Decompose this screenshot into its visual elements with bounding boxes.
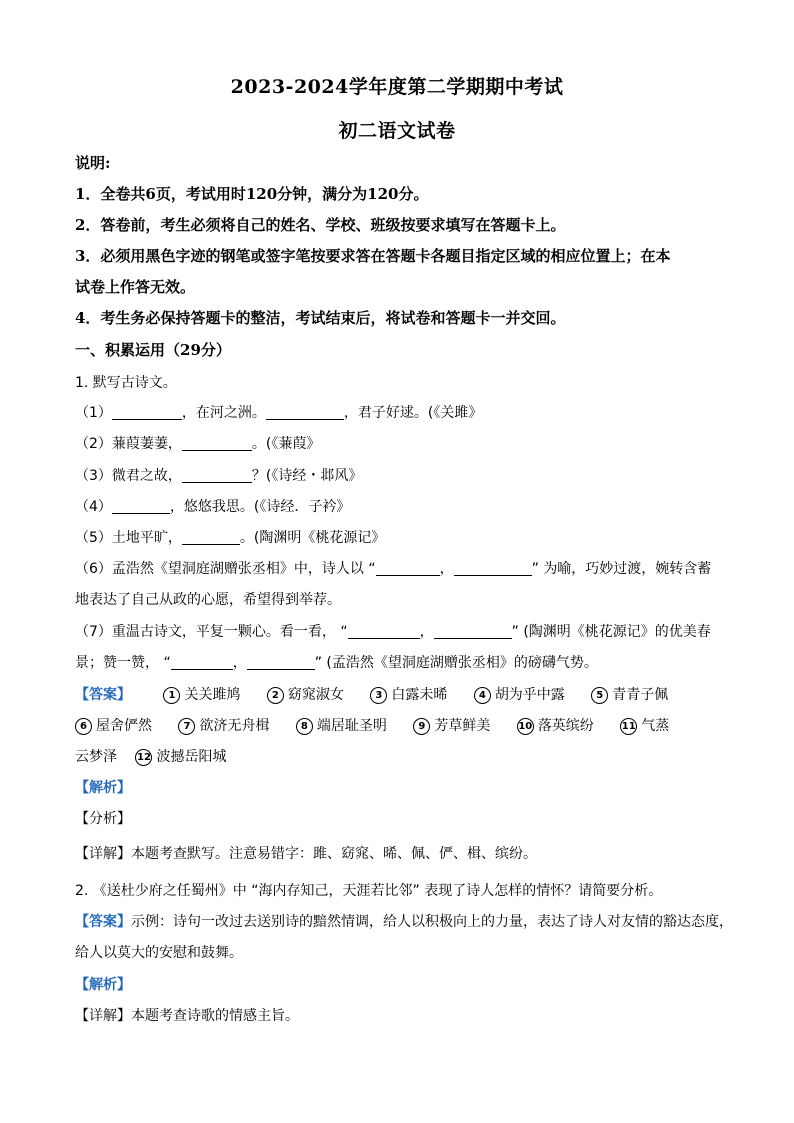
detail-text: 本题考查默写。注意易错字：雎、窈窕、晞、佩、俨、楫、缤纷。 [131,846,537,862]
answer-blank[interactable] [266,405,344,420]
answer-item: 5 青青子佩 [591,684,668,704]
exam-subtitle: 初二语文试卷 [338,120,456,142]
notes-label: 说明: [75,154,111,172]
answer-blank[interactable] [247,655,315,670]
question-1-part-5: （5）土地平旷， 。(陶渊明《桃花源记》 [75,530,386,546]
answer-wrap-text: 云梦泽 [75,749,117,765]
detail-text: 本题考查诗歌的情感主旨。 [131,1008,299,1024]
question-1-part-6-cont: 地表达了自己从政的心愿，希望得到举荐。 [75,592,341,608]
answer-blank[interactable] [171,655,233,670]
question-1-part-3: （3）微君之故， ？(《诗经・邶风》 [75,468,363,484]
note-item: 2．答卷前，考生必须将自己的姓名、学校、班级按要求填写在答题卡上。 [75,216,566,234]
answer-row-3 [75,746,735,766]
answer-blank[interactable] [376,561,440,576]
answer-item: 8 端居耻圣明 [296,715,387,735]
answer-blank[interactable] [112,499,170,514]
answer-item: 9 芳草鲜美 [413,715,490,735]
answer-item: 2 窈窕淑女 [267,684,344,704]
detail-tag: 【详解】 [75,846,131,862]
answer-tag: 【答案】 [75,687,131,703]
answer-item: 4 胡为乎中露 [474,684,565,704]
answer-blank[interactable] [182,468,252,483]
answer-blank[interactable] [434,624,512,639]
q2-answer-line-2: 给人以莫大的安慰和鼓舞。 [75,945,243,961]
note-item: 1．全卷共6页，考试用时120分钟，满分为120分。 [75,185,429,203]
analysis-tag: 【解析】 [75,780,131,796]
answer-item: 7 欲济无舟楫 [178,715,269,735]
answer-row-1 [75,684,735,704]
answer-item: 1 关关雎鸠 [163,684,240,704]
question-1-part-4: （4） ，悠悠我思。(《诗经．子衿》 [75,499,351,515]
section-heading: 一、积累运用（29分） [75,341,231,359]
answer-item: 6 屋舍俨然 [75,715,152,735]
question-1-part-2: （2）蒹葭萋萋， 。(《蒹葭》 [75,436,321,452]
question-2-stem: 2. 《送杜少府之任蜀州》中 “海内存知己，天涯若比邻” 表现了诗人怎样的情怀？请简要分析。 [75,883,663,899]
answer-text: 示例：诗句一改过去送别诗的黯然情调，给人以积极向上的力量，表达了诗人对友情的豁达态度， [131,914,733,930]
answer-row-2 [75,715,735,735]
question-1-part-7-cont: 景；赞一赞， “ ， ” (孟浩然《望洞庭湖赠张丞相》的磅礴气势。 [75,655,598,671]
answer-item: 11 气蒸 [621,718,670,734]
question-1-part-6: （6）孟浩然《望洞庭湖赠张丞相》中，诗人以 “ ， ” 为喻，巧妙过渡，婉转含蓄 [75,561,712,577]
detail-tag: 【详解】 [75,1008,131,1024]
answer-item: 3 白露未晞 [370,684,447,704]
q2-analysis-tag: 【解析】 [75,977,131,993]
answer-blank[interactable] [182,436,252,451]
question-1-part-7: （7）重温古诗文，平复一颗心。看一看， “ ， ” (陶渊明《桃花源记》的优美春 [75,624,711,640]
answer-item: 12 波撼岳阳城 [136,749,227,765]
question-1-part-1: （1） ，在河之洲。 ，君子好逑。(《关雎》 [75,405,483,421]
detail-line [75,843,735,863]
answer-blank[interactable] [454,561,532,576]
q2-detail-line [75,1005,735,1025]
note-item: 试卷上作答无效。 [75,278,196,296]
answer-tag: 【答案】 [75,914,131,930]
note-item: 3．必须用黑色字迹的钢笔或签字笔按要求答在答题卡各题目指定区域的相应位置上；在本 [75,247,671,265]
question-1-stem: 1. 默写古诗文。 [75,375,177,391]
answer-blank[interactable] [182,530,240,545]
answer-item: 10 落英缤纷 [518,718,594,734]
answer-blank[interactable] [348,624,420,639]
exam-title: 2023-2024学年度第二学期期中考试 [230,76,564,98]
answer-blank[interactable] [112,405,182,420]
fenxi-tag: 【分析】 [75,811,131,827]
q2-answer-line [75,911,735,931]
note-item: 4．考生务必保持答题卡的整洁，考试结束后，将试卷和答题卡一并交回。 [75,309,566,327]
